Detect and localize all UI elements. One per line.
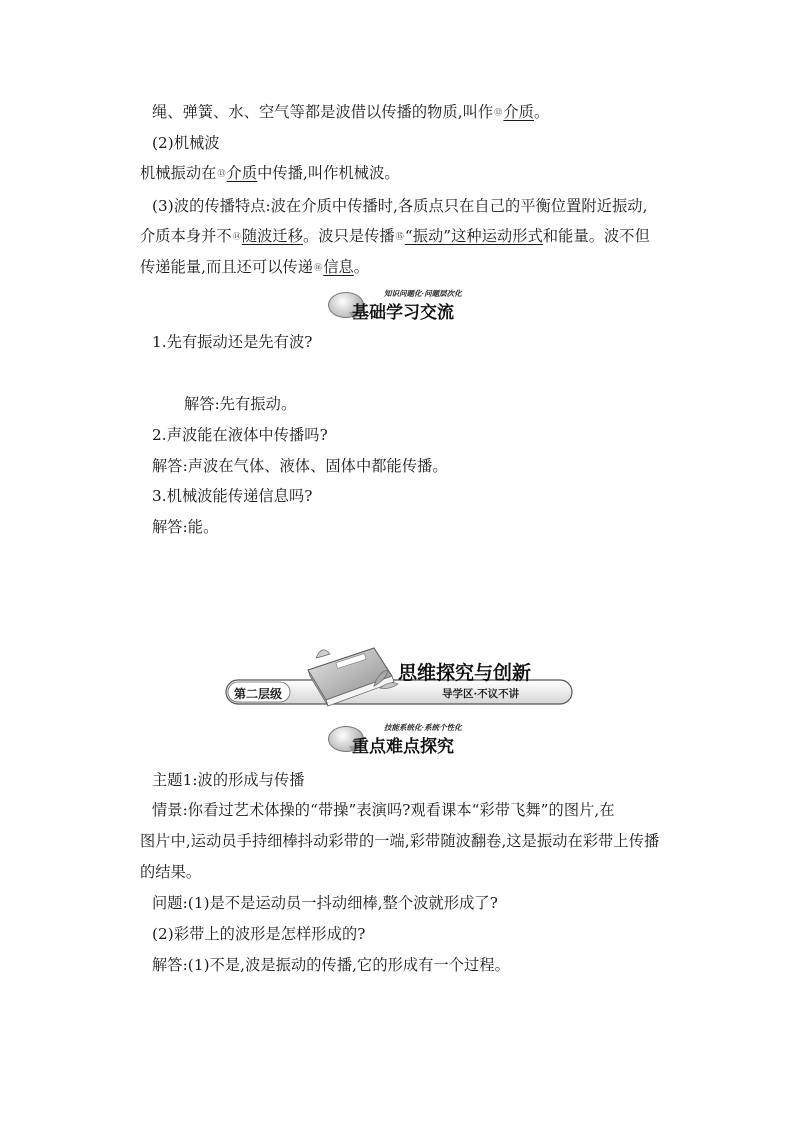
section-heading: (2)机械波 (152, 134, 220, 152)
level-title: 思维探究与创新 (398, 662, 532, 684)
banner-title-first: 重 (352, 737, 369, 757)
circled-number: ⑯ (314, 263, 323, 272)
answer-1: 解答:先有振动。 (184, 395, 297, 413)
banner-tagline: 技能系统化·系统个性化 (384, 723, 462, 732)
circled-number: ⑮ (395, 232, 404, 241)
circled-number: ⑬ (217, 169, 226, 178)
level-label: 第二层级 (234, 687, 283, 701)
circled-number: ⑭ (232, 232, 241, 241)
scenario-line-3: 的结果。 (140, 863, 202, 881)
scenario-line-1: 情景:你看过艺术体操的“带操”表演吗?观看课本“彩带飞舞”的图片,在 (152, 801, 615, 819)
banner-title-first: 基 (352, 303, 369, 323)
features-line-3 (140, 257, 369, 278)
text: 机械振动在 (140, 164, 217, 182)
question-2: 2.声波能在液体中传播吗? (152, 426, 328, 444)
mech-wave-line (140, 163, 400, 184)
circled-number: ⑫ (494, 108, 503, 117)
text: 绳、弹簧、水、空气等都是波借以传播的物质,叫作 (152, 103, 494, 121)
topic-title: 主题1:波的形成与传播 (152, 771, 305, 789)
answer-blank: 随波迁移 (241, 227, 303, 245)
question-3: 3.机械波能传递信息吗? (152, 487, 313, 505)
features-line-2 (140, 226, 650, 247)
answer-a: 解答:(1)不是,波是振动的传播,它的形成有一个过程。 (152, 956, 510, 974)
scenario-line-2: 图片中,运动员手持细棒抖动彩带的一端,彩带随波翻卷,这是振动在彩带上传播 (140, 832, 660, 850)
answer-blank: 信息 (323, 258, 354, 276)
banner-tagline: 知识问题化·问题层次化 (384, 289, 462, 298)
question-a: 问题:(1)是不是运动员一抖动细棒,整个波就形成了? (152, 894, 498, 912)
level-subtitle: 导学区·不议不讲 (442, 688, 520, 700)
text: 。波只是传播 (303, 227, 395, 245)
section-banner-basic (326, 286, 486, 326)
text: 中传播,叫作机械波。 (257, 164, 400, 182)
answer-blank: 介质 (503, 103, 534, 121)
answer-3: 解答:能。 (152, 518, 219, 536)
answer-2: 解答:声波在气体、液体、固体中都能传播。 (152, 457, 448, 475)
banner-title (352, 732, 454, 757)
banner-title-rest: 点难点探究 (369, 737, 454, 757)
question-1: 1.先有振动还是先有波? (152, 333, 313, 351)
text: 介质本身并不 (140, 227, 232, 245)
section-banner-key (326, 720, 486, 760)
text: 。 (533, 103, 550, 121)
text: 和能量。波不但 (542, 227, 650, 245)
features-line-1: (3)波的传播特点:波在介质中传播时,各质点只在自己的平衡位置附近振动, (152, 197, 648, 215)
level-banner (224, 640, 576, 718)
answer-blank: 介质 (226, 164, 258, 182)
text: 传递能量,而且还可以传递 (140, 258, 314, 276)
answer-blank: “振动”这种运动形式 (404, 227, 543, 245)
banner-title (352, 298, 454, 323)
banner-title-rest: 础学习交流 (369, 303, 454, 323)
text: 。 (353, 258, 370, 276)
intro-line (152, 102, 549, 123)
question-b: (2)彩带上的波形是怎样形成的? (152, 925, 366, 943)
